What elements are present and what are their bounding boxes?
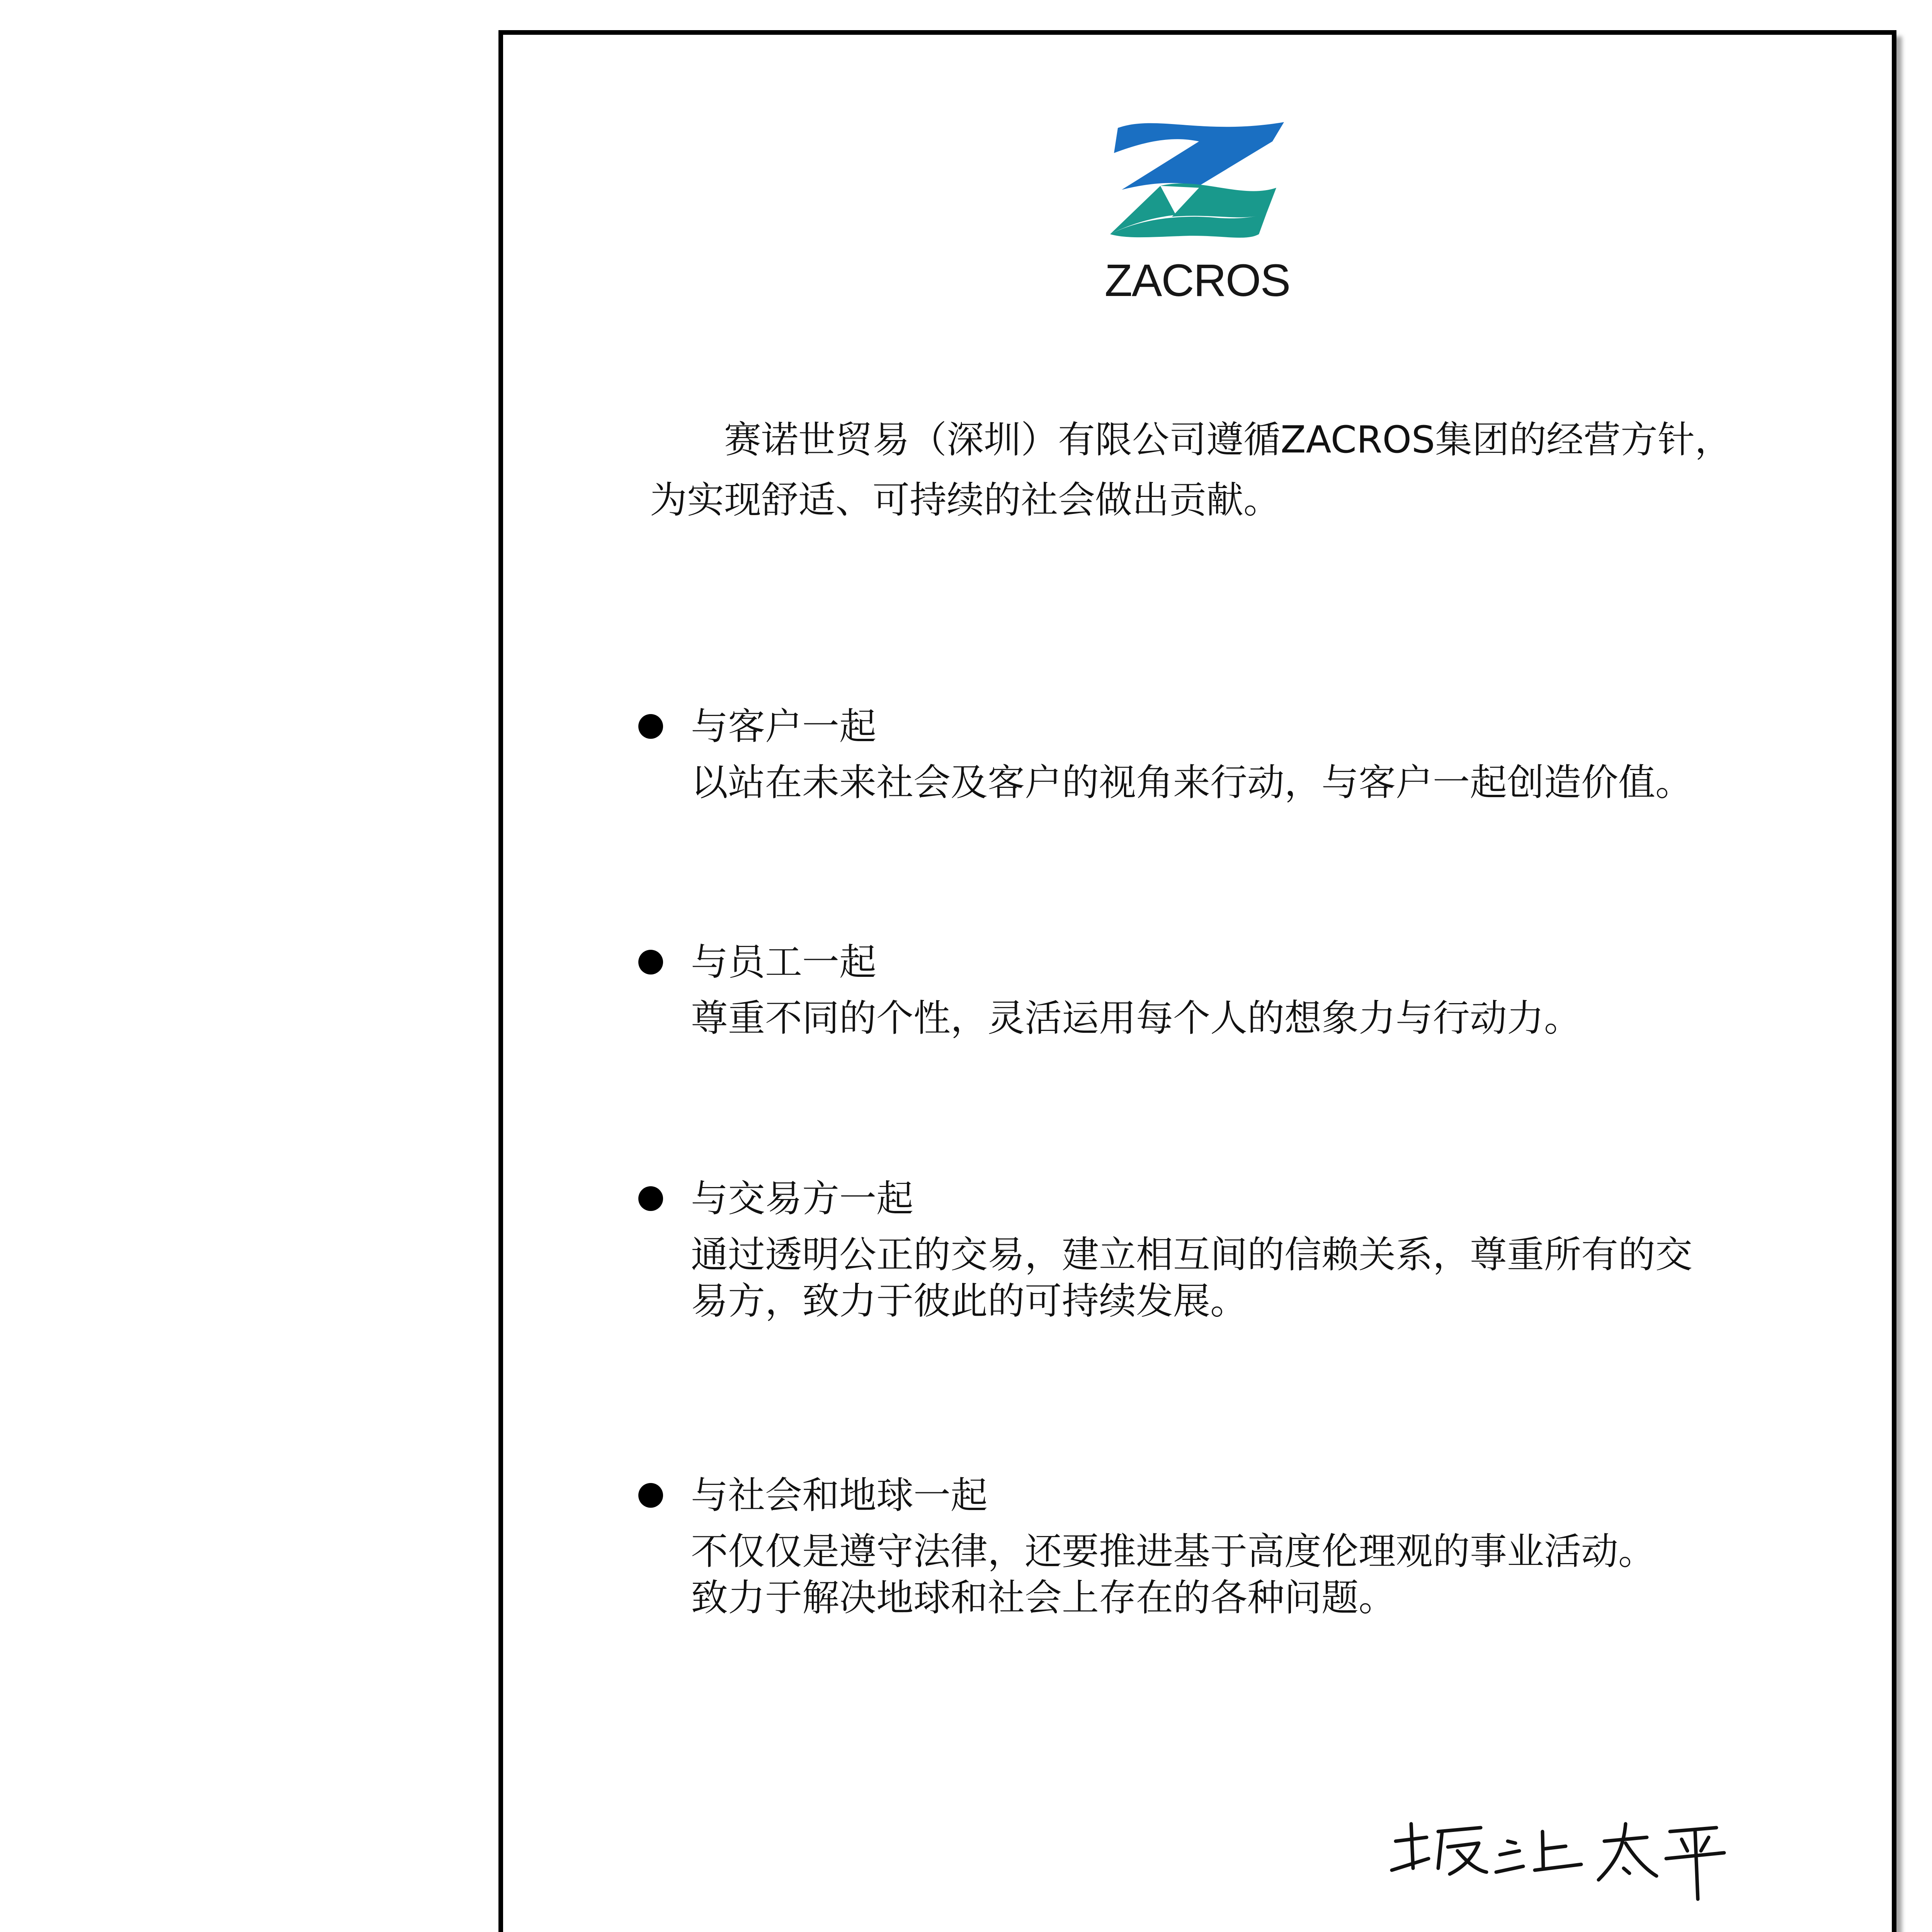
policy-item-text [691, 1231, 1692, 1324]
policy-item-text [691, 1528, 1655, 1621]
document-page [498, 30, 1896, 1932]
bullet-icon [638, 950, 663, 975]
logo-wordmark: ZACROS [1104, 255, 1290, 306]
intro-line-1: 赛诺世贸易（深圳）有限公司遵循ZACROS集团的经营方针， [724, 418, 1732, 461]
policy-item-title: 与员工一起 [691, 940, 876, 984]
policy-item-title: 与客户一起 [691, 705, 876, 748]
handwritten-signature-icon [1384, 1804, 1732, 1905]
policy-item-line: 易方，致力于彼此的可持续发展。 [691, 1279, 1247, 1323]
policy-item-line: 以站在未来社会及客户的视角来行动，与客户一起创造价值。 [691, 761, 1692, 804]
intro-line-2: 为实现舒适、可持续的社会做出贡献。 [650, 478, 1281, 522]
policy-item-text [691, 995, 1581, 1041]
policy-item-line: 不仅仅是遵守法律，还要推进基于高度伦理观的事业活动。 [691, 1530, 1655, 1573]
policy-item-title: 与交易方一起 [691, 1177, 913, 1220]
bullet-icon [638, 1186, 663, 1211]
policy-item-line: 通过透明公正的交易，建立相互间的信赖关系，尊重所有的交 [691, 1233, 1692, 1276]
bullet-icon [638, 1483, 663, 1508]
policy-item-line: 尊重不同的个性，灵活运用每个人的想象力与行动力。 [691, 997, 1581, 1040]
zacros-waves-icon [1102, 118, 1292, 250]
policy-item-title: 与社会和地球一起 [691, 1474, 988, 1517]
intro-paragraph [650, 410, 1732, 530]
policy-item-line: 致力于解决地球和社会上存在的各种问题。 [691, 1576, 1396, 1619]
policy-item-text [691, 759, 1692, 806]
top-wave-shape [1114, 122, 1284, 190]
zacros-logo [1095, 118, 1300, 311]
bullet-icon [638, 714, 663, 739]
